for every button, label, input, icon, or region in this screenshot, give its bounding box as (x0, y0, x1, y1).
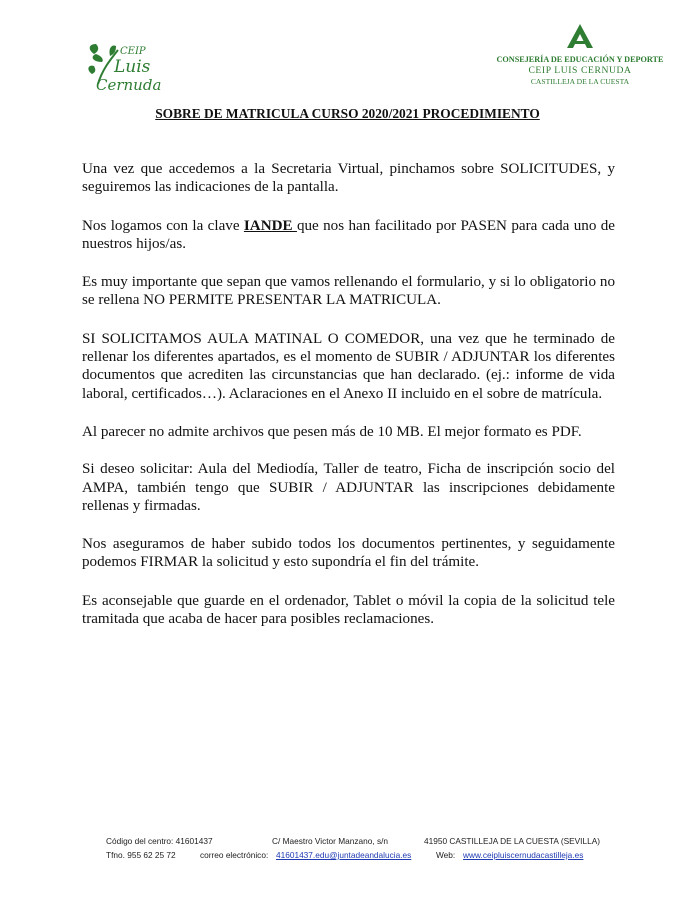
footer-city: 41950 CASTILLEJA DE LA CUESTA (SEVILLA) (424, 836, 601, 846)
login-text-before: Nos logamos con la clave (82, 217, 244, 234)
leaf-pen-icon (84, 40, 164, 94)
svg-text:Luis: Luis (114, 57, 151, 77)
paragraph-login (82, 217, 615, 254)
iande-keyword: IANDE (243, 217, 297, 234)
junta-header (490, 22, 670, 86)
paragraph-aula-matinal: SI SOLICITAMOS AULA MATINAL O COMEDOR, una vez que he terminado de rellenar los diferentes apartados, es el momento de SUBIR / ADJUNTAR los diferentes documentos que acrediten las circunstancias que han declarado. (ej.: informe de vida laboral, certificados…). Aclaraciones en el Anexo II incluido en el sobre de matrícula. (82, 330, 615, 402)
footer-web-link[interactable]: www.ceipluiscernudacastilleja.es (463, 850, 584, 860)
paragraph-mediodia: Si deseo solicitar: Aula del Mediodía, Taller de teatro, Ficha de inscripción socio del AMPA, también tengo que SUBIR / ADJUNTAR las inscripciones debidamente rellenas y firmadas. (82, 461, 615, 514)
paragraph-secretaria: Una vez que accedemos a la Secretaria Virtual, pinchamos sobre SOLICITUDES, y seguiremos las indicaciones de la pantalla. (82, 161, 615, 196)
page-footer (106, 836, 646, 864)
svg-text:Cernuda: Cernuda (96, 76, 162, 94)
school-logo (84, 40, 164, 94)
footer-phone: Tfno. 955 62 25 72 (106, 850, 176, 860)
junta-andalucia-a-icon (565, 22, 595, 50)
paragraph-guardar: Es aconsejable que guarde en el ordenador, Tablet o móvil la copia de la solicitud tele tramitada que acaba de hacer para posibles reclamaciones. (82, 592, 615, 628)
footer-email-link[interactable]: 41601437.edu@juntadeandalucia.es (276, 850, 412, 860)
login-text-after: que nos han facilitado por PASEN para cada uno de nuestros hijos/as. (82, 217, 615, 252)
footer-address: C/ Maestro Victor Manzano, s/n (272, 836, 389, 846)
consejeria-label: CONSEJERÍA DE EDUCACIÓN Y DEPORTE (496, 55, 664, 64)
paragraph-file-size: Al parecer no admite archivos que pesen más de 10 MB. El mejor formato es PDF. (82, 423, 582, 440)
document-title: SOBRE DE MATRICULA CURSO 2020/2021 PROCEDIMIENTO (155, 106, 540, 121)
footer-code: Código del centro: 41601437 (106, 836, 213, 846)
paragraph-obligatorio: Es muy importante que sepan que vamos rellenando el formulario, y si lo obligatorio no se rellena NO PERMITE PRESENTAR LA MATRICULA. (82, 274, 615, 309)
paragraph-firmar: Nos aseguramos de haber subido todos los documentos pertinentes, y seguidamente podemos FIRMAR la solicitud y esto supondría el fin del trámite. (82, 536, 615, 571)
footer-web-label: Web: (436, 850, 456, 860)
school-name: CEIP LUIS CERNUDA (528, 65, 632, 76)
town-name: CASTILLEJA DE LA CUESTA (530, 77, 630, 86)
footer-email-label: correo electrónico: (200, 850, 269, 860)
svg-text:CEIP: CEIP (120, 46, 146, 57)
document-body (82, 160, 615, 648)
